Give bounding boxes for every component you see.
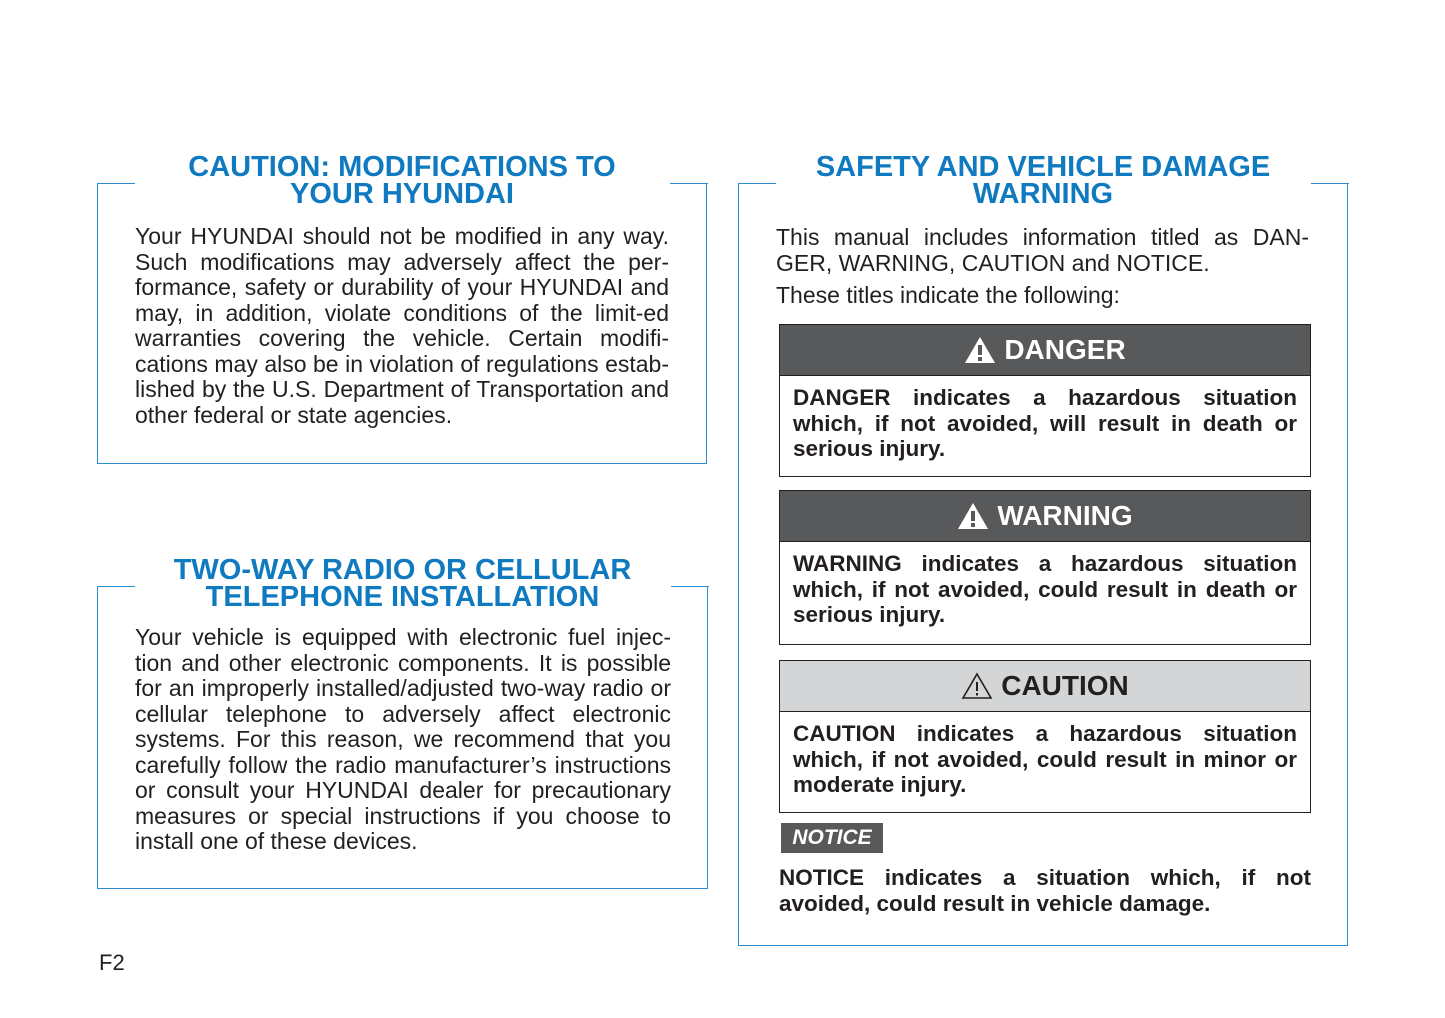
- warning-triangle-icon: [964, 336, 996, 364]
- radio-installation-title-line1: TWO-WAY RADIO OR CELLULAR: [173, 554, 632, 586]
- warning-label: WARNING: [997, 500, 1133, 531]
- safety-warning-box: [738, 151, 1348, 946]
- caution-modifications-title-line1: CAUTION: MODIFICATIONS TO: [188, 151, 616, 183]
- caution-modifications-body: Your HYUNDAI should not be modified in any way. Such modifications may adversely affect the per-formance, safety or durability of your HYUNDAI and may, in addition, violate conditions of the limit-ed warranties covering the vehicle. Certain modifi-cations may also be in violation of regulations estab-lished by the U.S. Department of Transportation and other federal or state agencies.: [135, 223, 669, 428]
- caution-modifications-title: [98, 151, 706, 210]
- caution-modifications-box: [97, 151, 707, 464]
- caution-label: CAUTION: [1001, 670, 1129, 701]
- radio-installation-body: Your vehicle is equipped with electronic fuel injec-tion and other electronic components. It is possible for an improperly installed/adjusted two-way radio or cellular telephone to adversely affect electronic systems. For this reason, we recommend that you carefully follow the radio manufacturer’s instructions or consult your HYUNDAI dealer for precautionary measures or special instructions if you choose to install one of these devices.: [135, 624, 671, 854]
- radio-installation-box: [97, 554, 708, 889]
- warning-body: WARNING indicates a hazardous situation which, if not avoided, could result in death or serious injury.: [793, 551, 1297, 627]
- page-number: F2: [99, 950, 125, 975]
- caution-body: CAUTION indicates a hazardous situation which, if not avoided, could result in minor or moderate injury.: [793, 721, 1297, 797]
- caution-header: [780, 661, 1310, 712]
- caution-modifications-title-line2: YOUR HYUNDAI: [290, 178, 514, 210]
- danger-header: [780, 325, 1310, 376]
- radio-installation-title: [98, 554, 707, 613]
- safety-intro-text-2: These titles indicate the following:: [776, 282, 1120, 308]
- safety-warning-title-line1: SAFETY AND VEHICLE DAMAGE: [815, 151, 1271, 183]
- safety-intro-text: This manual includes information titled as DAN-GER, WARNING, CAUTION and NOTICE.: [776, 224, 1309, 276]
- warning-triangle-icon: [957, 502, 989, 530]
- danger-label: DANGER: [1004, 334, 1126, 365]
- radio-installation-title-line2: TELEPHONE INSTALLATION: [205, 581, 600, 613]
- safety-warning-title: [739, 151, 1347, 210]
- danger-panel: [779, 324, 1311, 477]
- warning-panel: [779, 490, 1311, 645]
- notice-label: NOTICE: [781, 823, 883, 853]
- caution-triangle-outline-icon: [961, 672, 993, 700]
- notice-body: NOTICE indicates a situation which, if not avoided, could result in vehicle damage.: [779, 865, 1311, 916]
- warning-header: [780, 491, 1310, 542]
- danger-body: DANGER indicates a hazardous situation which, if not avoided, will result in death or serious injury.: [793, 385, 1297, 461]
- safety-warning-title-line2: WARNING: [972, 178, 1114, 210]
- caution-panel: [779, 660, 1311, 813]
